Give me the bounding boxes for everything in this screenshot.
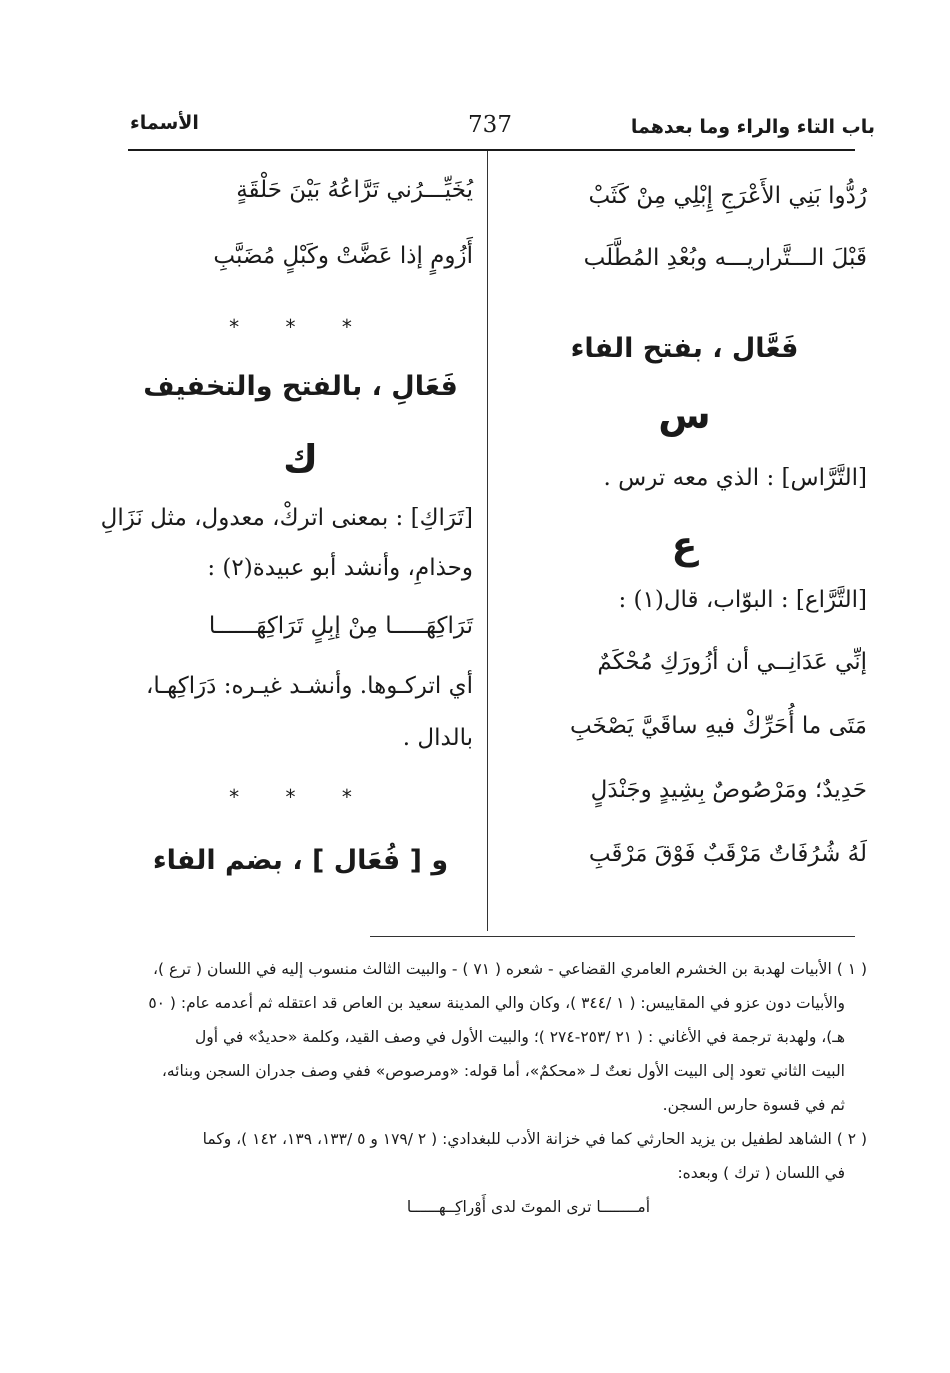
poem-line: لَهُ شُرُفَاتٌ مَرْقَبٌ فَوْقَ مَرْقَبِ xyxy=(588,841,867,867)
section-heading: فَعَّال ، بفتح الفاء xyxy=(570,333,799,364)
poem-line: حَدِيدٌ؛ ومَرْصُوصٌ بِشِيدٍ وجَنْدَلٍ xyxy=(590,777,867,803)
running-header-section: الأسماء xyxy=(130,112,199,134)
verse-line: يُخَيِّـــرُني تَرَّاعُهُ بَيْنَ حَلْقَةٍ xyxy=(236,177,473,203)
footnote-line: ثم في قسوة حارس السجن. xyxy=(662,1096,845,1114)
entry-text: [التَّرَّاع] : البوّاب، قال(١) : xyxy=(618,587,867,613)
poem-line: إنِّي عَدَانِــي أن أزُورَكِ مُحْكَمٌ xyxy=(597,649,867,675)
column-divider xyxy=(487,151,488,931)
footnote-line: ( ١ ) الأبيات لهدبة بن الخشرم العامري القضاعي - شعره ( ٧١ ) - والبيت الثالث منسوب إليه في اللسان ( ترع )، xyxy=(153,960,867,978)
section-separator: * * * xyxy=(229,785,372,809)
footnote-rule xyxy=(370,936,855,937)
entry-text: أي اتركـوها. وأنشـد غيـره: دَرَاكِهـا، xyxy=(145,673,473,699)
footnote-line: والأبيات دون عزو في المقاييس: ( ١ /٣٤٤ )، وكان والي المدينة سعيد بن العاص قد اعتقله ثم أعدمه عام: ( ٥٠ xyxy=(148,994,845,1012)
section-separator: * * * xyxy=(229,315,372,339)
entry-text: وحذامِ، وأنشد أبو عبيدة(٢) : xyxy=(207,555,473,581)
header-rule xyxy=(128,149,855,151)
poem-line: مَتَى ما أُحَرِّكْ فيهِ ساقَيَّ يَصْخَبِ xyxy=(569,713,867,739)
section-heading: فَعَالِ ، بالفتح والتخفيف xyxy=(143,371,458,402)
verse-line: أَزُومٍ إذا عَضَّتْ وكَبْلٍ مُضَبَّبِ xyxy=(213,243,473,269)
letter-heading: س xyxy=(658,393,711,437)
footnote-line: في اللسان ( ترك ) وبعده: xyxy=(677,1164,845,1182)
entry-text: [التَّرَّاس] : الذي معه ترس . xyxy=(603,465,867,491)
entry-text: [تَرَاكِ] : بمعنى اتركْ، معدول، مثل نَزَالِ xyxy=(100,505,473,531)
footnote-verse: أمــــــــا ترى الموتَ لدى أَوْراكِــهــــــا xyxy=(406,1198,650,1216)
footnote-line: البيت الثاني تعود إلى البيت الأول نعتٌ لـ «محكمٌ»، أما قوله: «ومرصوص» ففي وصف جدران السجن وبنائه، xyxy=(161,1062,845,1080)
letter-heading: ك xyxy=(283,437,318,481)
verse-line: قَبْلَ الـــتَّراريـــه وبُعْدِ المُطَّلَب xyxy=(583,245,867,271)
verse-line: رُدُّوا بَنِي الأَعْرَجِ إِبْلِي مِنْ كَثَبْ xyxy=(588,183,867,209)
verse-line: تَرَاكِهَـــــا مِنْ إبِلٍ تَرَاكِهَــــــا xyxy=(208,613,473,639)
entry-text: بالدال . xyxy=(402,725,473,751)
section-heading: و [ فُعَال ] ، بضم الفاء xyxy=(152,845,449,876)
footnote-line: هـ)، ولهدبة ترجمة في الأغاني : ( ٢١ /٢٥٣-٢٧٤ )؛ والبيت الأول في وصف القيد، وكلمة «حديدٌ» في أول xyxy=(195,1028,845,1046)
letter-heading: ع xyxy=(671,523,698,567)
footnote-line: ( ٢ ) الشاهد لطفيل بن يزيد الحارثي كما في خزانة الأدب للبغدادي: ( ٢ /١٧٩ و ٥ /١٣٣، ١٣٩، ١٤٢ )، وكما xyxy=(202,1130,867,1148)
running-header-chapter: باب التاء والراء وما بعدهما xyxy=(630,116,875,138)
page-number: 737 xyxy=(468,112,512,138)
